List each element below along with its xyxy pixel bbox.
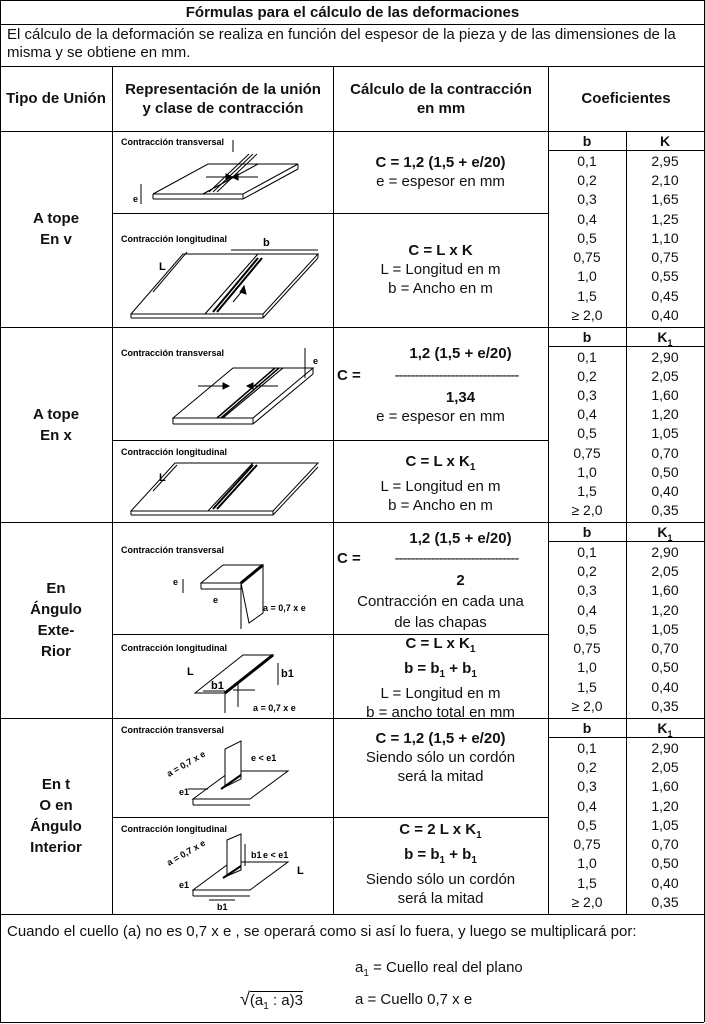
title-divider bbox=[0, 24, 704, 25]
formula-s4-l-main: C = 2 L x $K_1$ bbox=[399, 821, 482, 841]
coef-cell-k: 1,20 bbox=[651, 797, 679, 814]
formula-s2-t-line1: e = espesor en mm bbox=[376, 408, 505, 425]
table-bottom-divider bbox=[0, 914, 704, 915]
coef-cell-b: 0,1 bbox=[577, 153, 597, 169]
coef-header-b: b bbox=[582, 133, 592, 149]
coef-cell-b: 0,1 bbox=[577, 740, 597, 756]
coef-cell-k: 1,05 bbox=[651, 425, 679, 442]
diagram-s2-l-L: L bbox=[159, 472, 166, 484]
coef-cell-b: 0,3 bbox=[577, 387, 597, 404]
diagram-s4-l-elte1: e < e1 bbox=[263, 850, 289, 860]
formula-s2-longitudinal bbox=[333, 452, 548, 514]
coef-cell-k: 0,40 bbox=[651, 482, 679, 499]
diagram-s4-l-e1: e1 bbox=[179, 880, 190, 890]
formula-s2-l-main: C = L x $K_1$ bbox=[405, 452, 476, 473]
formula-s4-t-line1: Siendo sólo un cordón bbox=[365, 748, 516, 766]
formula-s3-l-main2: $b = b_1 + b_1$ bbox=[404, 660, 477, 680]
formula-s4-longitudinal bbox=[333, 822, 548, 906]
diagram-s4-t-elte1: e < e1 bbox=[251, 753, 277, 763]
coef-header-b: b bbox=[582, 720, 592, 736]
coef-cell-b: ≥ 2,0 bbox=[571, 697, 603, 714]
coef-cell-b: ≥ 2,0 bbox=[571, 306, 603, 323]
formula-s4-t-line2: será la mitad bbox=[397, 767, 484, 785]
coef-cell-b: 1,5 bbox=[577, 482, 597, 499]
coef-header-k: $K_1$ bbox=[657, 720, 673, 739]
coef-cell-k: 0,45 bbox=[651, 287, 679, 304]
formula-s4-transversal bbox=[333, 726, 548, 788]
coef-cell-k: 2,05 bbox=[651, 563, 679, 580]
formula-s4-l-main2: $b = b_1 + b_1$ bbox=[404, 846, 477, 866]
formula-s2-l-line2: b = Ancho en m bbox=[388, 496, 493, 514]
coef-cell-b: 0,5 bbox=[577, 425, 597, 442]
intro-text: El cálculo de la deformación se realiza en función del espesor de la pieza y de las dimensiones de la misma y se obtiene en mm. bbox=[7, 26, 676, 61]
coef-cell-b: 1,5 bbox=[577, 287, 597, 304]
coef-cell-k: 1,05 bbox=[651, 620, 679, 637]
coef-cell-b: 1,0 bbox=[577, 463, 597, 480]
formula-s1-l-line1: L = Longitud en m bbox=[380, 260, 501, 278]
diagram-s4-l-b1b: b1 bbox=[217, 902, 228, 912]
diagram-s3-t-title: Contracción transversal bbox=[121, 545, 225, 555]
coef-cell-k: 1,05 bbox=[651, 816, 679, 833]
formula-s1-l-main: C = L x K bbox=[408, 241, 473, 259]
diagram-s4-longitudinal bbox=[113, 818, 332, 913]
coef-cell-k: 0,35 bbox=[651, 893, 679, 910]
formula-s1-t-line1: e = espesor en mm bbox=[376, 173, 505, 190]
coef-cell-b: 0,1 bbox=[577, 544, 597, 560]
diagram-s3-transversal bbox=[113, 523, 332, 633]
joint-angulo-exterior: En Ángulo Exte- Rior bbox=[30, 580, 82, 660]
coef-cell-b: 0,2 bbox=[577, 563, 597, 580]
coef-cell-b: 0,5 bbox=[577, 620, 597, 637]
diagram-s3-t-e1: e bbox=[173, 577, 179, 587]
footer-note-a: a = Cuello 0,7 x e bbox=[355, 991, 473, 1008]
page-title: Fórmulas para el cálculo de las deformaciones bbox=[185, 4, 520, 21]
coef-cell-b: 0,2 bbox=[577, 759, 597, 776]
coef-cell-k: 0,35 bbox=[651, 697, 679, 714]
coef-cell-b: 0,3 bbox=[577, 191, 597, 208]
diagram-s4-t-e1: e1 bbox=[179, 787, 190, 797]
frame-bottom bbox=[0, 1022, 704, 1023]
formula-s2-numerator: 1,2 (1,5 + e/20) bbox=[409, 345, 512, 362]
formula-s3-l-line2: b = ancho total en mm bbox=[366, 704, 515, 721]
formula-s1-t-main: C = 1,2 (1,5 + e/20) bbox=[375, 154, 506, 171]
coef-cell-k: 0,70 bbox=[651, 836, 679, 853]
formula-s3-l-line1: L = Longitud en m bbox=[380, 685, 501, 702]
diagram-s3-t-e2: e bbox=[213, 595, 219, 605]
diagram-s3-l-L: L bbox=[187, 666, 194, 678]
diagram-s3-l-title: Contracción longitudinal bbox=[121, 643, 227, 653]
coef-cell-b: 0,5 bbox=[577, 229, 597, 246]
diagram-s1-l-title: Contracción longitudinal bbox=[121, 234, 227, 244]
coef-cell-b: 1,5 bbox=[577, 678, 597, 695]
diagram-s1-t-e: e bbox=[133, 194, 139, 204]
coef-header-b: b bbox=[582, 329, 592, 345]
coef-cell-b: 0,75 bbox=[573, 640, 601, 657]
coef-cell-b: 0,75 bbox=[573, 444, 601, 461]
formula-s3-numerator: 1,2 (1,5 + e/20) bbox=[409, 530, 512, 547]
coef-cell-b: 0,2 bbox=[577, 172, 597, 189]
diagram-s3-l-b1b: b1 bbox=[281, 668, 294, 680]
coef-cell-k: 2,90 bbox=[651, 740, 679, 756]
coef-cell-k: 1,25 bbox=[651, 210, 679, 227]
formula-s3-t-line2: de las chapas bbox=[394, 614, 487, 631]
coef-cell-k: 2,05 bbox=[651, 759, 679, 776]
coef-cell-b: 0,5 bbox=[577, 816, 597, 833]
joint-t-angulo-interior: En t O en Ángulo Interior bbox=[30, 776, 82, 856]
coef-cell-b: 0,3 bbox=[577, 582, 597, 599]
diagram-s1-transversal bbox=[113, 132, 332, 212]
formula-s3-l-main: C = L x $K_1$ bbox=[405, 635, 476, 655]
joint-a-tope-en-v: A tope En v bbox=[32, 210, 80, 248]
footer-note-root: $√(a_1$ : a)3 bbox=[240, 989, 303, 1012]
diagram-s4-transversal bbox=[113, 719, 332, 816]
formula-s2-l-line1: L = Longitud en m bbox=[380, 477, 501, 495]
coef-cell-k: 1,10 bbox=[651, 229, 679, 246]
diagram-s3-longitudinal bbox=[113, 635, 332, 717]
diagram-s4-l-L: L bbox=[297, 865, 304, 877]
diagram-s1-longitudinal bbox=[113, 214, 332, 326]
coef-cell-k: 0,50 bbox=[651, 463, 679, 480]
coef-cell-k: 2,10 bbox=[651, 172, 679, 189]
diagram-s2-transversal bbox=[113, 328, 332, 439]
formula-s1-l-line2: b = Ancho en m bbox=[388, 279, 493, 297]
coef-header-divider bbox=[548, 150, 704, 151]
formula-s4-t-main: C = 1,2 (1,5 + e/20) bbox=[375, 729, 506, 747]
coef-cell-k: 2,95 bbox=[651, 153, 679, 169]
diagram-s1-t-title: Contracción transversal bbox=[121, 137, 225, 147]
header-representacion: Representación de la unión y clase de contracción bbox=[125, 80, 321, 117]
coef-cell-b: 0,3 bbox=[577, 778, 597, 795]
coef-cell-b: 0,4 bbox=[577, 797, 597, 814]
coef-header-k: $K_1$ bbox=[657, 329, 673, 348]
coef-cell-b: 0,4 bbox=[577, 601, 597, 618]
diagram-s2-t-e: e bbox=[313, 356, 319, 366]
coef-cell-k: 0,50 bbox=[651, 659, 679, 676]
coef-cell-k: 0,40 bbox=[651, 678, 679, 695]
formula-s4-l-line2: será la mitad bbox=[397, 890, 484, 907]
footer-note-text: Cuando el cuello (a) no es 0,7 x e , se operará como si así lo fuera, y luego se multiplicará por: bbox=[7, 923, 637, 940]
formula-s2-dashes: ------------------------------- bbox=[394, 367, 519, 384]
coef-cell-k: 0,40 bbox=[651, 306, 679, 323]
diagram-s3-l-a: a = 0,7 x e bbox=[253, 703, 296, 713]
coef-cell-b: 0,4 bbox=[577, 406, 597, 423]
coef-cell-b: 0,75 bbox=[573, 249, 601, 266]
footer-note-a1: $a_1$ = Cuello real del plano bbox=[355, 959, 523, 979]
coef-cell-b: 1,5 bbox=[577, 874, 597, 891]
coef-cell-k: 1,60 bbox=[651, 582, 679, 599]
formula-s3-denominator: 2 bbox=[456, 572, 465, 589]
formula-s2-denominator: 1,34 bbox=[445, 389, 476, 406]
coef-cell-b: 0,1 bbox=[577, 349, 597, 365]
formula-s1-longitudinal bbox=[333, 238, 548, 300]
formula-s3-t-line1: Contracción en cada una bbox=[357, 593, 524, 610]
coef-cell-k: 0,40 bbox=[651, 874, 679, 891]
diagram-s4-l-b1a: b1 bbox=[251, 850, 262, 860]
coef-cell-k: 1,20 bbox=[651, 406, 679, 423]
header-tipo: Tipo de Unión bbox=[6, 90, 106, 107]
header-calculo: Cálculo de la contracción en mm bbox=[350, 80, 532, 117]
coef-cell-b: ≥ 2,0 bbox=[571, 501, 603, 518]
diagram-s3-l-b1a: b1 bbox=[211, 680, 224, 692]
coef-cell-k: 0,50 bbox=[651, 855, 679, 872]
coef-cell-k: 1,60 bbox=[651, 778, 679, 795]
diagram-s4-l-title: Contracción longitudinal bbox=[121, 824, 227, 834]
formula-s3-dashes: ------------------------------- bbox=[394, 550, 519, 567]
coef-cell-b: 1,0 bbox=[577, 659, 597, 676]
coef-cell-k: 0,35 bbox=[651, 501, 679, 518]
coef-cell-k: 0,75 bbox=[651, 249, 679, 266]
diagram-s4-t-title: Contracción transversal bbox=[121, 725, 225, 735]
coef-cell-b: 1,0 bbox=[577, 855, 597, 872]
coef-cell-k: 0,70 bbox=[651, 640, 679, 657]
diagram-s3-t-a: a = 0,7 x e bbox=[263, 603, 306, 613]
formula-s3-ceq: C = bbox=[337, 550, 361, 567]
diagram-s2-l-title: Contracción longitudinal bbox=[121, 447, 227, 457]
joint-a-tope-en-x: A tope En x bbox=[32, 405, 80, 444]
diagram-s1-l-L: L bbox=[159, 261, 166, 273]
coef-cell-k: 0,55 bbox=[651, 268, 679, 285]
formula-s3-transversal bbox=[333, 528, 548, 632]
coef-cell-b: 1,0 bbox=[577, 268, 597, 285]
diagram-s4-t-a: a = 0,7 x e bbox=[165, 748, 208, 779]
coef-cell-b: 0,4 bbox=[577, 210, 597, 227]
coef-header-b: b bbox=[582, 524, 592, 540]
coef-cell-b: ≥ 2,0 bbox=[571, 893, 603, 910]
frame-top bbox=[0, 0, 704, 1]
diagram-s4-l-a: a = 0,7 x e bbox=[165, 837, 208, 868]
header-coeficientes: Coeficientes bbox=[581, 90, 671, 107]
diagram-s2-t-title: Contracción transversal bbox=[121, 348, 225, 358]
coef-cell-k: 1,60 bbox=[651, 387, 679, 404]
formula-s2-transversal bbox=[333, 340, 548, 436]
coef-cell-k: 2,90 bbox=[651, 544, 679, 560]
coef-cell-b: 0,75 bbox=[573, 836, 601, 853]
coef-cell-k: 0,70 bbox=[651, 444, 679, 461]
coef-header-k: $K_1$ bbox=[657, 524, 673, 543]
diagram-s1-l-b: b bbox=[263, 237, 270, 249]
diagram-s2-longitudinal bbox=[113, 441, 332, 521]
formula-s4-l-line1: Siendo sólo un cordón bbox=[365, 871, 516, 888]
coef-cell-k: 2,90 bbox=[651, 349, 679, 365]
coef-cell-k: 1,65 bbox=[651, 191, 679, 208]
formula-s2-ceq: C = bbox=[337, 367, 361, 384]
formula-s3-longitudinal bbox=[333, 635, 548, 721]
coef-cell-k: 2,05 bbox=[651, 368, 679, 385]
coef-header-k: K bbox=[659, 133, 671, 149]
formula-s1-transversal bbox=[333, 150, 548, 194]
coef-cell-b: 0,2 bbox=[577, 368, 597, 385]
coef-cell-k: 1,20 bbox=[651, 601, 679, 618]
